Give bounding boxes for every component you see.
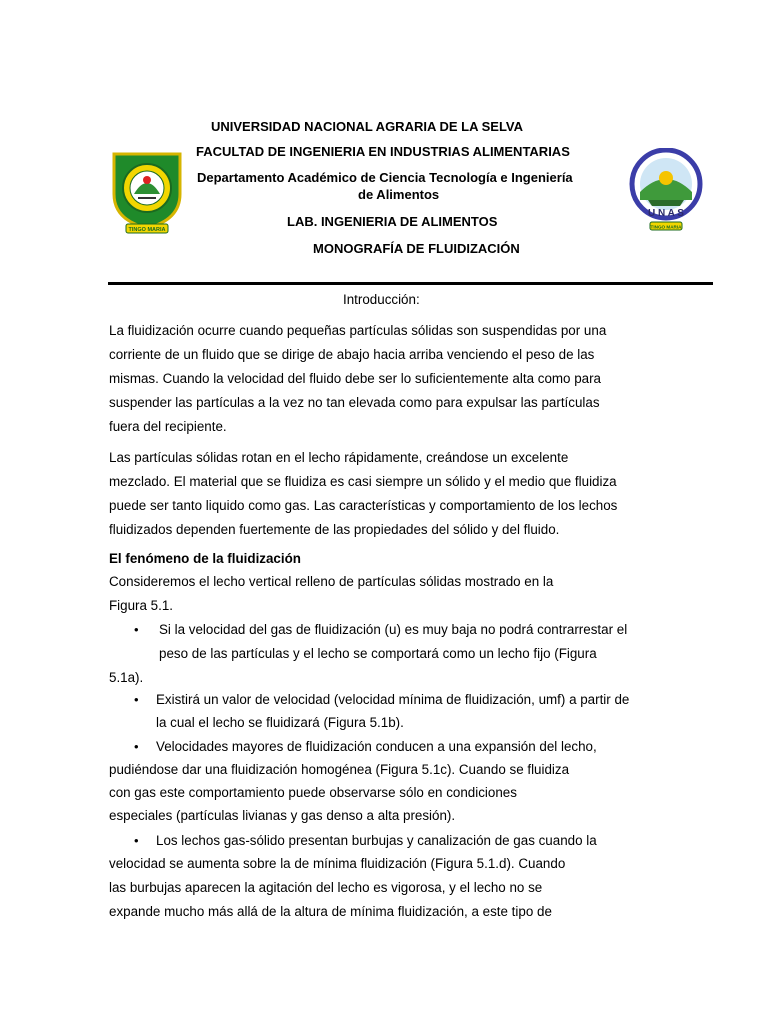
bullet1-line: peso de las partículas y el lecho se comportará como un lecho fijo (Figura [159, 646, 597, 661]
bullet3-line: especiales (partículas livianas y gas denso a alta presión). [109, 808, 456, 823]
section-title: El fenómeno de la fluidización [109, 551, 301, 566]
bullet1-line: 5.1a). [109, 670, 144, 685]
header-divider [108, 282, 713, 285]
para1-line: La fluidización ocurre cuando pequeñas partículas sólidas son suspendidas por una [109, 323, 607, 338]
para1-line: suspender las partículas a la vez no tan elevada como para expulsar las partículas [109, 395, 600, 410]
bullet2-line: Existirá un valor de velocidad (velocidad mínima de fluidización, umf) a partir de [156, 692, 630, 707]
bullet3-line: Velocidades mayores de fluidización conducen a una expansión del lecho, [156, 739, 597, 754]
bullet-icon: • [134, 739, 139, 754]
left-seal-ribbon-text: TINGO MARIA [128, 227, 166, 233]
department-name-line1: Departamento Académico de Ciencia Tecnología e Ingeniería [197, 170, 573, 185]
para1-line: mismas. Cuando la velocidad del fluido debe ser lo suficientemente alta como para [109, 371, 602, 386]
department-name-line2: de Alimentos [358, 187, 440, 202]
para2-line: Las partículas sólidas rotan en el lecho rápidamente, creándose un excelente [109, 450, 569, 465]
section-intro-line: Consideremos el lecho vertical relleno de partículas sólidas mostrado en la [109, 574, 554, 589]
bullet-icon: • [134, 833, 139, 848]
intro-title: Introducción: [343, 292, 420, 307]
para2-line: mezclado. El material que se fluidiza es casi siempre un sólido y el medio que fluidiza [109, 474, 617, 489]
bullet-icon: • [134, 692, 139, 707]
section-intro-line: Figura 5.1. [109, 598, 174, 613]
para2-line: puede ser tanto liquido como gas. Las características y comportamiento de los lechos [109, 498, 618, 513]
bullet4-line: Los lechos gas-sólido presentan burbujas y canalización de gas cuando la [156, 833, 597, 848]
faculty-name: FACULTAD DE INGENIERIA EN INDUSTRIAS ALIMENTARIAS [196, 144, 570, 159]
para1-line: corriente de un fluido que se dirige de abajo hacia arriba venciendo el peso de las [109, 347, 595, 362]
lab-name: LAB. INGENIERIA DE ALIMENTOS [287, 214, 498, 229]
right-faculty-seal-logo [620, 148, 712, 232]
left-university-seal-logo [108, 148, 186, 236]
monograph-title: MONOGRAFÍA DE FLUIDIZACIÓN [313, 241, 520, 256]
bullet3-line: con gas este comportamiento puede observarse sólo en condiciones [109, 785, 517, 800]
bullet3-line: pudiéndose dar una fluidización homogénea (Figura 5.1c). Cuando se fluidiza [109, 762, 570, 777]
bullet4-line: las burbujas aparecen la agitación del lecho es vigorosa, y el lecho no se [109, 880, 543, 895]
bullet1-line: Si la velocidad del gas de fluidización (u) es muy baja no podrá contrarrestar el [159, 622, 628, 637]
para2-line: fluidizados dependen fuertemente de las propiedades del sólido y del fluido. [109, 522, 560, 537]
university-name: UNIVERSIDAD NACIONAL AGRARIA DE LA SELVA [211, 119, 524, 134]
right-seal-ribbon-text: TINGO MARIA [650, 224, 682, 230]
bullet-icon: • [134, 622, 139, 637]
right-seal-unas-text: U N A S [648, 208, 684, 219]
para1-line: fuera del recipiente. [109, 419, 227, 434]
bullet4-line: expande mucho más allá de la altura de mínima fluidización, a este tipo de [109, 904, 552, 919]
bullet4-line: velocidad se aumenta sobre la de mínima fluidización (Figura 5.1.d). Cuando [109, 856, 566, 871]
bullet2-line: la cual el lecho se fluidizará (Figura 5.1b). [156, 715, 404, 730]
